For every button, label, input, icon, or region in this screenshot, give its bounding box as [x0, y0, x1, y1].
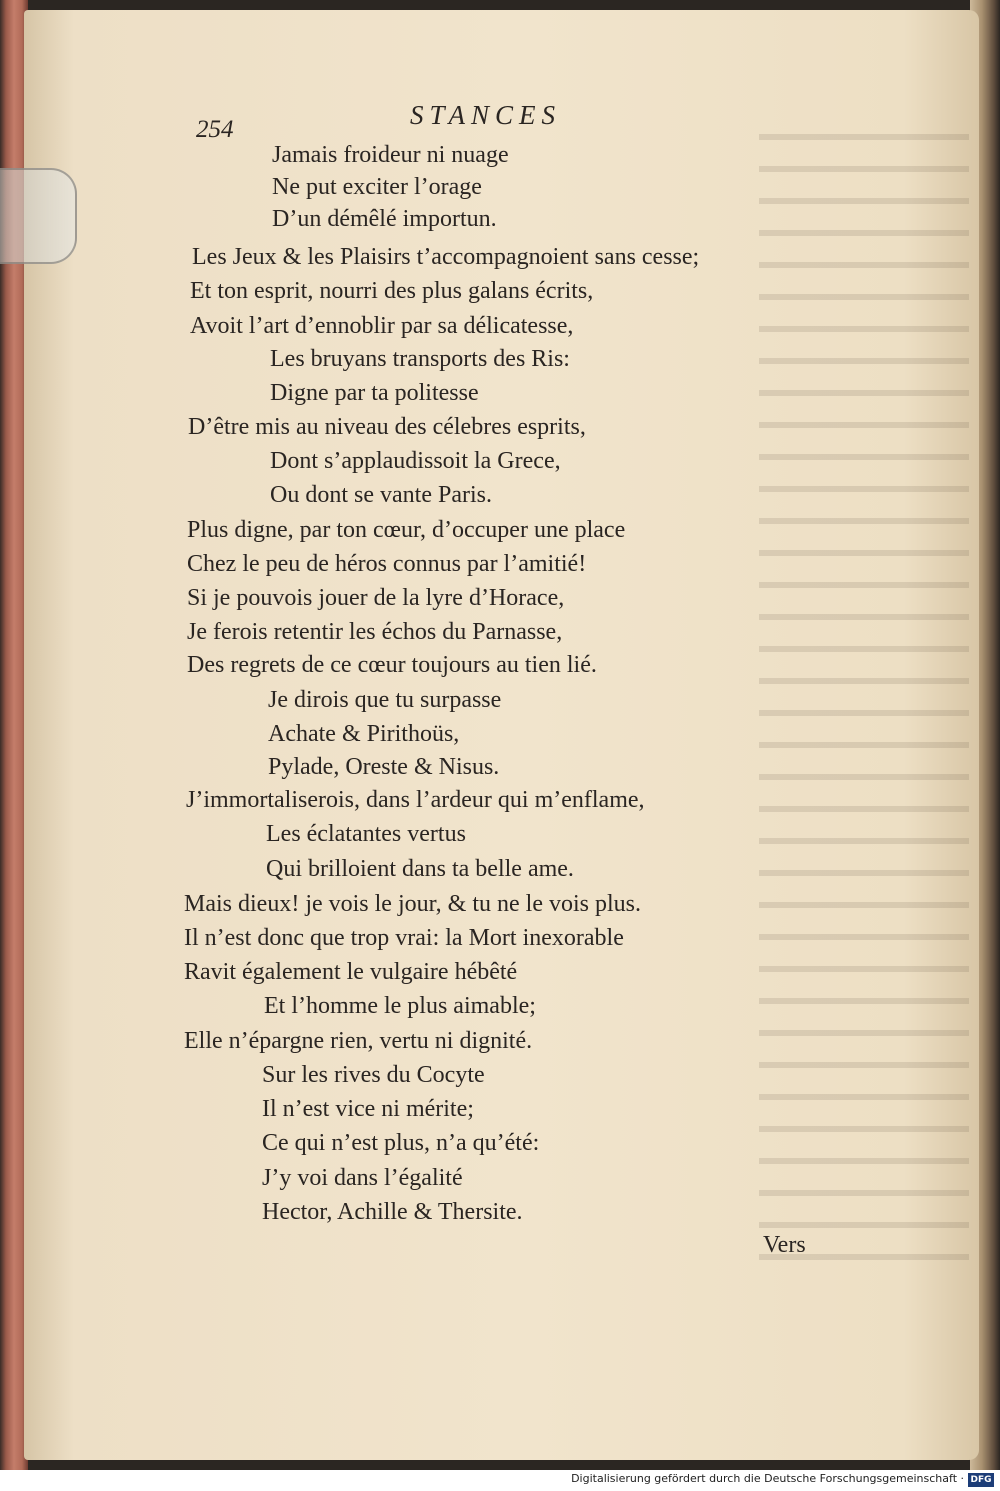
catchword: Vers	[763, 1232, 806, 1258]
poem-line: Mais dieux! je vois le jour, & tu ne le vois plus.	[184, 891, 641, 917]
poem-line: Digne par ta politesse	[270, 380, 479, 406]
glass-page-weight	[0, 168, 77, 264]
poem-line: Pylade, Oreste & Nisus.	[268, 754, 500, 780]
poem-line: Hector, Achille & Thersite.	[262, 1199, 523, 1225]
poem-line: Les bruyans transports des Ris:	[270, 346, 570, 372]
dfg-logo-icon: DFG	[968, 1473, 994, 1487]
poem-line: Avoit l’art d’ennoblir par sa délicatesse,	[190, 313, 574, 339]
poem-line: Jamais froideur ni nuage	[272, 142, 509, 168]
poem-line: Ce qui n’est plus, n’a qu’été:	[262, 1130, 540, 1156]
poem-line: Les éclatantes vertus	[266, 821, 466, 847]
poem-line: Je ferois retentir les échos du Parnasse,	[187, 619, 563, 645]
poem-line: Achate & Pirithoüs,	[268, 721, 460, 747]
funding-credit: Digitalisierung gefördert durch die Deutsche Forschungsgemeinschaft ·	[571, 1472, 964, 1485]
page-number: 254	[196, 116, 234, 143]
poem-line: Ne put exciter l’orage	[272, 174, 482, 200]
running-title: STANCES	[410, 100, 562, 130]
show-through-text	[759, 120, 969, 1280]
footer-bar	[0, 1470, 1000, 1491]
poem-line: Je dirois que tu surpasse	[268, 687, 502, 713]
poem-line: Et l’homme le plus aimable;	[264, 993, 536, 1019]
poem-line: Qui brilloient dans ta belle ame.	[266, 856, 574, 882]
poem-line: Les Jeux & les Plaisirs t’accompagnoient sans cesse;	[192, 244, 700, 270]
poem-line: Dont s’applaudissoit la Grece,	[270, 448, 561, 474]
poem-line: Plus digne, par ton cœur, d’occuper une place	[187, 517, 626, 543]
poem-line: J’y voi dans l’égalité	[262, 1165, 463, 1191]
poem-line: Ravit également le vulgaire hébêté	[184, 959, 518, 985]
poem-line: Chez le peu de héros connus par l’amitié!	[187, 551, 587, 577]
poem-line: D’être mis au niveau des célebres esprits,	[188, 414, 586, 440]
poem-line: D’un démêlé importun.	[272, 206, 497, 232]
poem-line: Et ton esprit, nourri des plus galans écrits,	[190, 278, 594, 304]
book-page	[24, 10, 979, 1460]
poem-line: Si je pouvois jouer de la lyre d’Horace,	[187, 585, 565, 611]
poem-line: Sur les rives du Cocyte	[262, 1062, 485, 1088]
poem-line: Il n’est vice ni mérite;	[262, 1096, 474, 1122]
poem-line: Des regrets de ce cœur toujours au tien lié.	[187, 652, 597, 678]
poem-line: J’immortaliserois, dans l’ardeur qui m’enflame,	[186, 787, 645, 813]
poem-line: Ou dont se vante Paris.	[270, 482, 492, 508]
poem-line: Elle n’épargne rien, vertu ni dignité.	[184, 1028, 533, 1054]
poem-line: Il n’est donc que trop vrai: la Mort inexorable	[184, 925, 624, 951]
